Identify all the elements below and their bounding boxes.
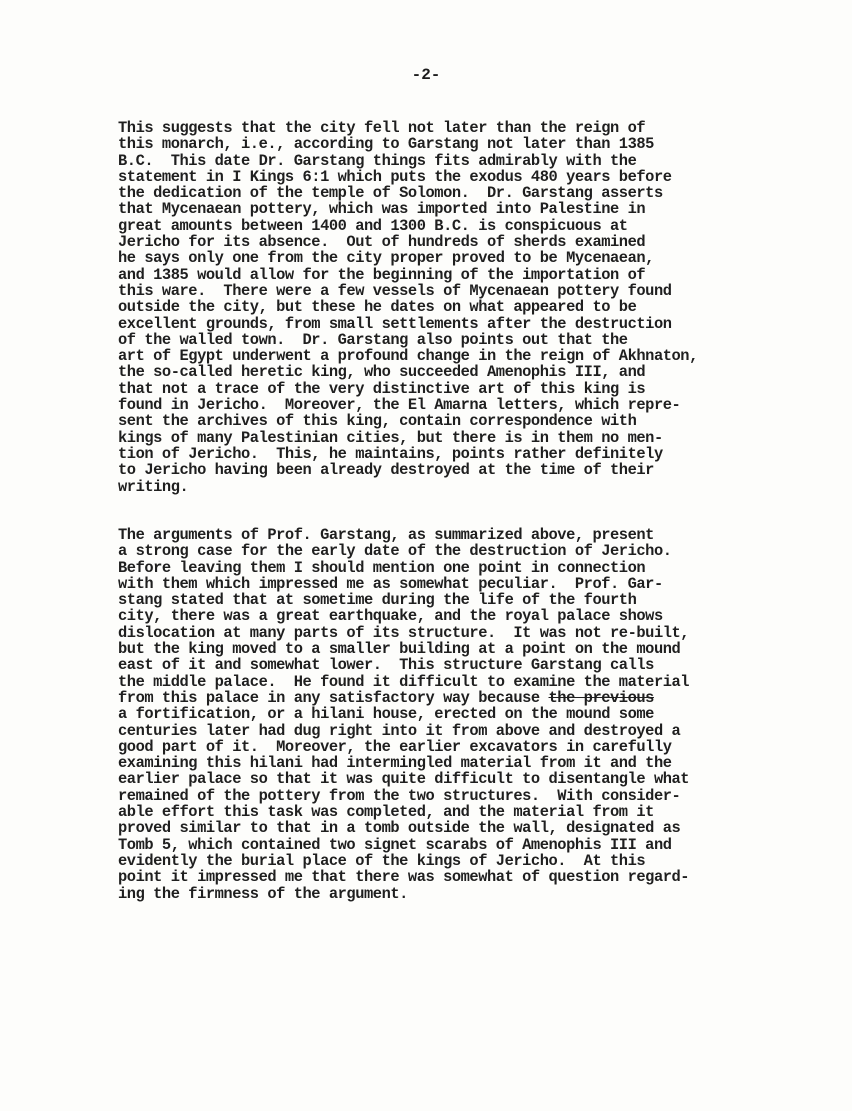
text-line: the dedication of the temple of Solomon. Dr. Garstang asserts (118, 184, 663, 203)
text-line: remained of the pottery from the two structures. With consider- (118, 786, 681, 805)
text-line: with them which impressed me as somewhat peculiar. Prof. Gar- (118, 574, 663, 593)
text-line: stang stated that at sometime during the life of the fourth (118, 591, 637, 610)
text-line: able effort this task was completed, and the material from it (118, 803, 654, 822)
text-line: earlier palace so that it was quite difficult to disentangle what (118, 770, 690, 789)
text-line: to Jericho having been already destroyed at the time of their (118, 461, 654, 480)
text-line: point it impressed me that there was somewhat of question regard- (118, 868, 690, 887)
page-number: -2- (411, 66, 441, 84)
text-line: a fortification, or a hilani house, erected on the mound some (118, 705, 654, 724)
text-line: examining this hilani had intermingled material from it and the (118, 754, 672, 773)
text-line: great amounts between 1400 and 1300 B.C. is conspicuous at (118, 216, 628, 235)
text-line: this ware. There were a few vessels of Mycenaean pottery found (118, 281, 672, 300)
text-line: he says only one from the city proper proved to be Mycenaean, (118, 249, 654, 268)
text-line: centuries later had dug right into it from above and destroyed a (118, 721, 681, 740)
text-line-start: from this palace in any satisfactory way because (118, 688, 549, 707)
text-line: but the king moved to a smaller building at a point on the mound (118, 640, 681, 659)
paragraph-2 (118, 527, 689, 902)
text-line (118, 690, 689, 706)
text-line: Tomb 5, which contained two signet scarabs of Amenophis III and (118, 835, 672, 854)
text-line: the so-called heretic king, who succeeded Amenophis III, and (118, 363, 646, 382)
text-line: dislocation at many parts of its structure. It was not re-built, (118, 623, 690, 642)
text-line: of the walled town. Dr. Garstang also points out that the (118, 330, 628, 349)
text-line: sent the archives of this king, contain correspondence with (118, 412, 637, 431)
text-line: good part of it. Moreover, the earlier excavators in carefully (118, 737, 672, 756)
text-line: evidently the burial place of the kings of Jericho. At this (118, 851, 646, 870)
paragraph-1 (118, 120, 698, 495)
text-line: writing. (118, 477, 189, 496)
text-line: The arguments of Prof. Garstang, as summarized above, present (118, 526, 654, 544)
text-line: B.C. This date Dr. Garstang things fits admirably with the (118, 151, 637, 170)
text-line: that Mycenaean pottery, which was imported into Palestine in (118, 200, 646, 219)
text-line: a strong case for the early date of the destruction of Jericho. (118, 542, 672, 561)
text-line: statement in I Kings 6:1 which puts the exodus 480 years before (118, 167, 672, 186)
text-line: kings of many Palestinian cities, but there is in them no men- (118, 428, 663, 447)
text-line: ing the firmness of the argument. (118, 884, 408, 903)
text-line: outside the city, but these he dates on what appeared to be (118, 298, 637, 317)
text-line: this monarch, i.e., according to Garstang not later than 1385 (118, 135, 654, 154)
text-line: proved similar to that in a tomb outside the wall, designated as (118, 819, 681, 838)
text-line: the middle palace. He found it difficult to examine the material (118, 672, 690, 691)
struck-out-text: the previous (548, 688, 654, 707)
text-line: city, there was a great earthquake, and the royal palace shows (118, 607, 663, 626)
text-line: excellent grounds, from small settlements after the destruction (118, 314, 672, 333)
text-line: Before leaving them I should mention one point in connection (118, 558, 646, 577)
text-line: This suggests that the city fell not later than the reign of (118, 119, 646, 137)
text-line: art of Egypt underwent a profound change in the reign of Akhnaton, (118, 347, 698, 366)
text-line: east of it and somewhat lower. This structure Garstang calls (118, 656, 654, 675)
text-line: found in Jericho. Moreover, the El Amarna letters, which repre- (118, 396, 681, 415)
text-line: Jericho for its absence. Out of hundreds of sherds examined (118, 233, 646, 252)
text-line: that not a trace of the very distinctive art of this king is (118, 379, 646, 398)
text-line: and 1385 would allow for the beginning of the importation of (118, 265, 646, 284)
text-line: tion of Jericho. This, he maintains, points rather definitely (118, 444, 663, 463)
